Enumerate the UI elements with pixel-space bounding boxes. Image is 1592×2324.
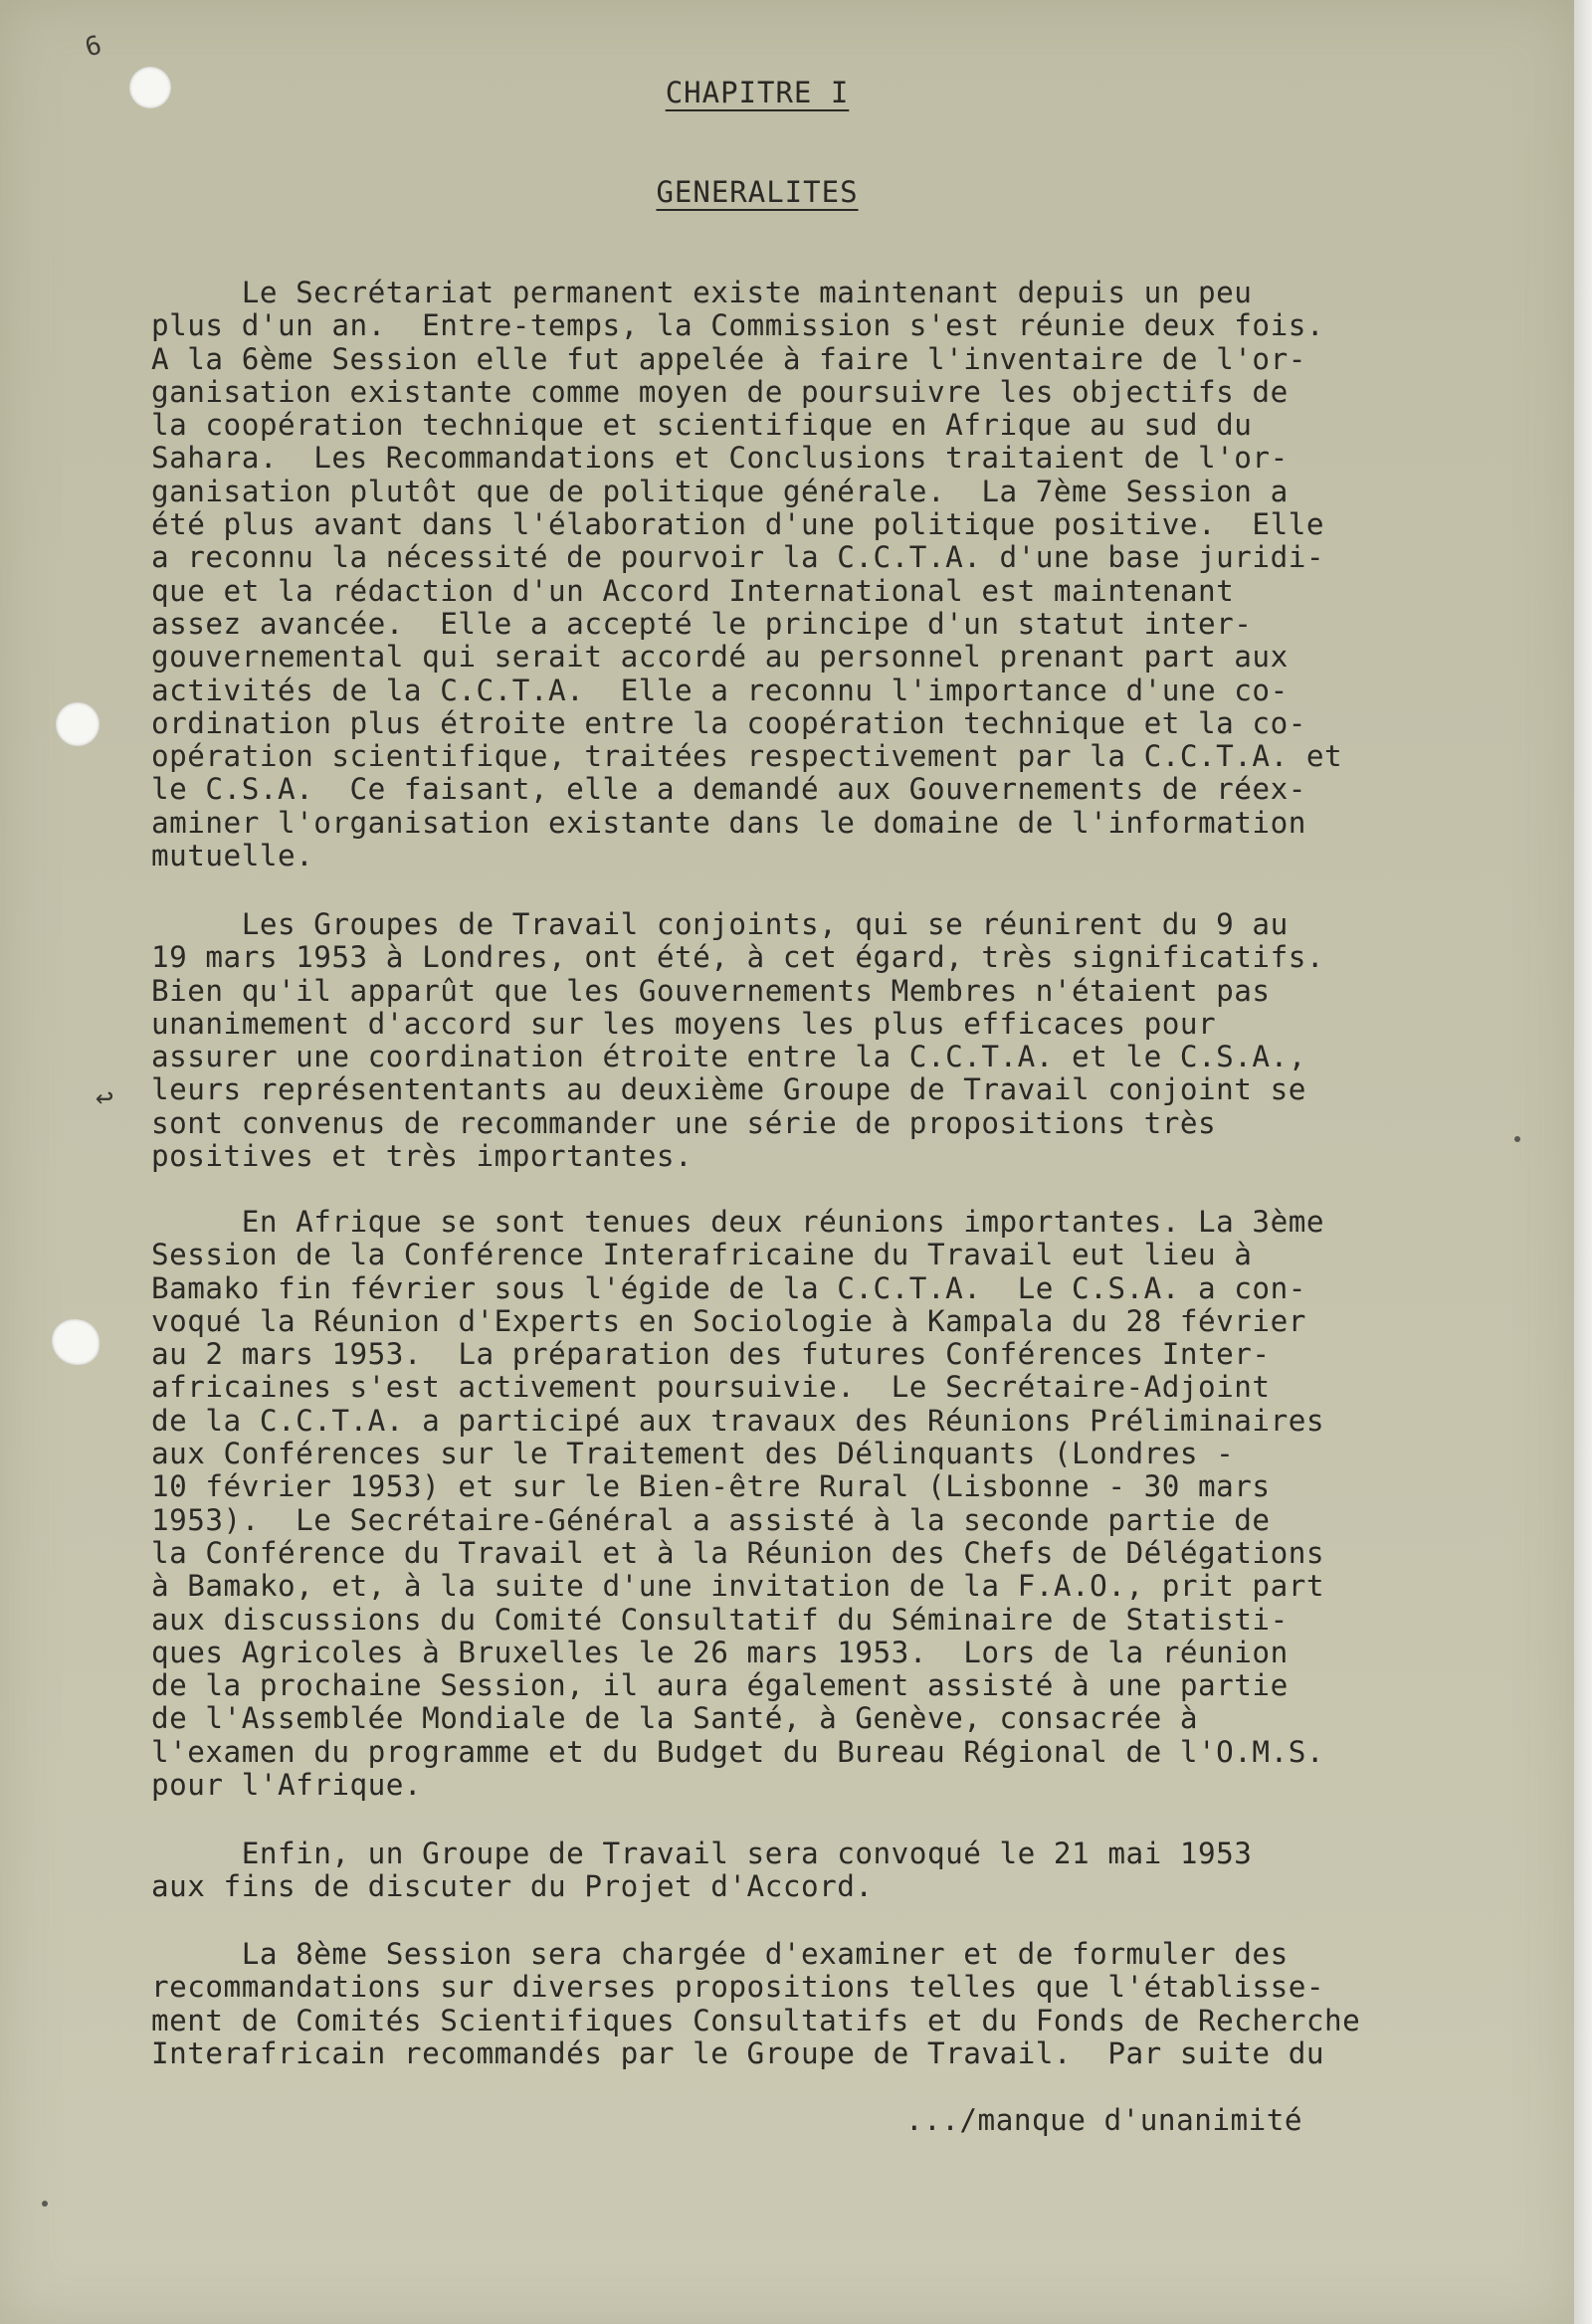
paragraph: Les Groupes de Travail conjoints, qui se réunirent du 9 au 19 mars 1953 à Londres, ont été, à cet égard, très significatifs. Bien qu'il apparût que les Gouvernements Membres n'étaient pas unanimement d'accord sur les moyens les plus efficaces pour assurer une coordination étroite entre la C.C.T.A. et le C.S.A., leurs représententants au deuxième Groupe de Travail conjoint se sont convenus de recommander une série de propositions très positives et très importantes.	[151, 907, 1324, 1174]
page-edge	[1574, 0, 1592, 2324]
continuation-note: .../manque d'unanimité	[905, 2103, 1303, 2137]
paragraph: Le Secrétariat permanent existe maintenant depuis un peu plus d'un an. Entre-temps, la Commission s'est réunie deux fois. A la 6ème Session elle fut appelée à faire l'inventaire de l'or- ganisation existante comme moyen de poursuivre les objectifs de la coopération technique et scientifique en Afrique au sud du Sahara. Les Recommandations et Conclusions traitaient de l'or- ganisation plutôt que de politique générale. La 7ème Session a été plus avant dans l'élaboration d'une politique positive. Elle a reconnu la nécessité de pourvoir la C.C.T.A. d'une base juridi- que et la rédaction d'un Accord International est maintenant assez avancée. Elle a accepté le principe d'un statut inter- gouvernemental qui serait accordé au personnel prenant part aux activités de la C.C.T.A. Elle a reconnu l'importance d'une co- ordination plus étroite entre la coopération technique et la co- opération scientifique, traitées respectivement par la C.C.T.A. et le C.S.A. Ce faisant, elle a demandé aux Gouvernements de réex- aminer l'organisation existante dans le domaine de l'information mutuelle.	[151, 276, 1343, 873]
paragraph: En Afrique se sont tenues deux réunions importantes. La 3ème Session de la Conférence Interafricaine du Travail eut lieu à Bamako fin février sous l'égide de la C.C.T.A. Le C.S.A. a con- voqué la Réunion d'Experts en Sociologie à Kampala du 28 février au 2 mars 1953. La préparation des futures Conférences Inter- africaines s'est activement poursuivie. Le Secrétaire-Adjoint de la C.C.T.A. a participé aux travaux des Réunions Préliminaires aux Conférences sur le Traitement des Délinquants (Londres - 10 février 1953) et sur le Bien-être Rural (Lisbonne - 30 mars 1953). Le Secrétaire-Général a assisté à la seconde partie de la Conférence du Travail et à la Réunion des Chefs de Délégations à Bamako, et, à la suite d'une invitation de la F.A.O., prit part aux discussions du Comité Consultatif du Séminaire de Statisti- ques Agricoles à Bruxelles le 26 mars 1953. Lors de la réunion de la prochaine Session, il aura également assisté à une partie de l'Assemblée Mondiale de la Santé, à Genève, consacrée à l'examen du programme et du Budget du Bureau Régional de l'O.M.S. pour l'Afrique.	[151, 1205, 1324, 1803]
paragraph: Enfin, un Groupe de Travail sera convoqué le 21 mai 1953 aux fins de discuter du Projet d'Accord.	[151, 1837, 1253, 1904]
section-title: GENERALITES	[656, 175, 859, 209]
margin-arrow-mark: ↩	[96, 1080, 114, 1115]
handwritten-mark: 6	[82, 30, 105, 64]
paragraph: La 8ème Session sera chargée d'examiner et de formuler des recommandations sur diverses propositions telles que l'établisse- ment de Comités Scientifiques Consultatifs et du Fonds de Recherche Interafricain recommandés par le Groupe de Travail. Par suite du	[151, 1937, 1361, 2070]
chapter-title: CHAPITRE I	[665, 76, 850, 109]
